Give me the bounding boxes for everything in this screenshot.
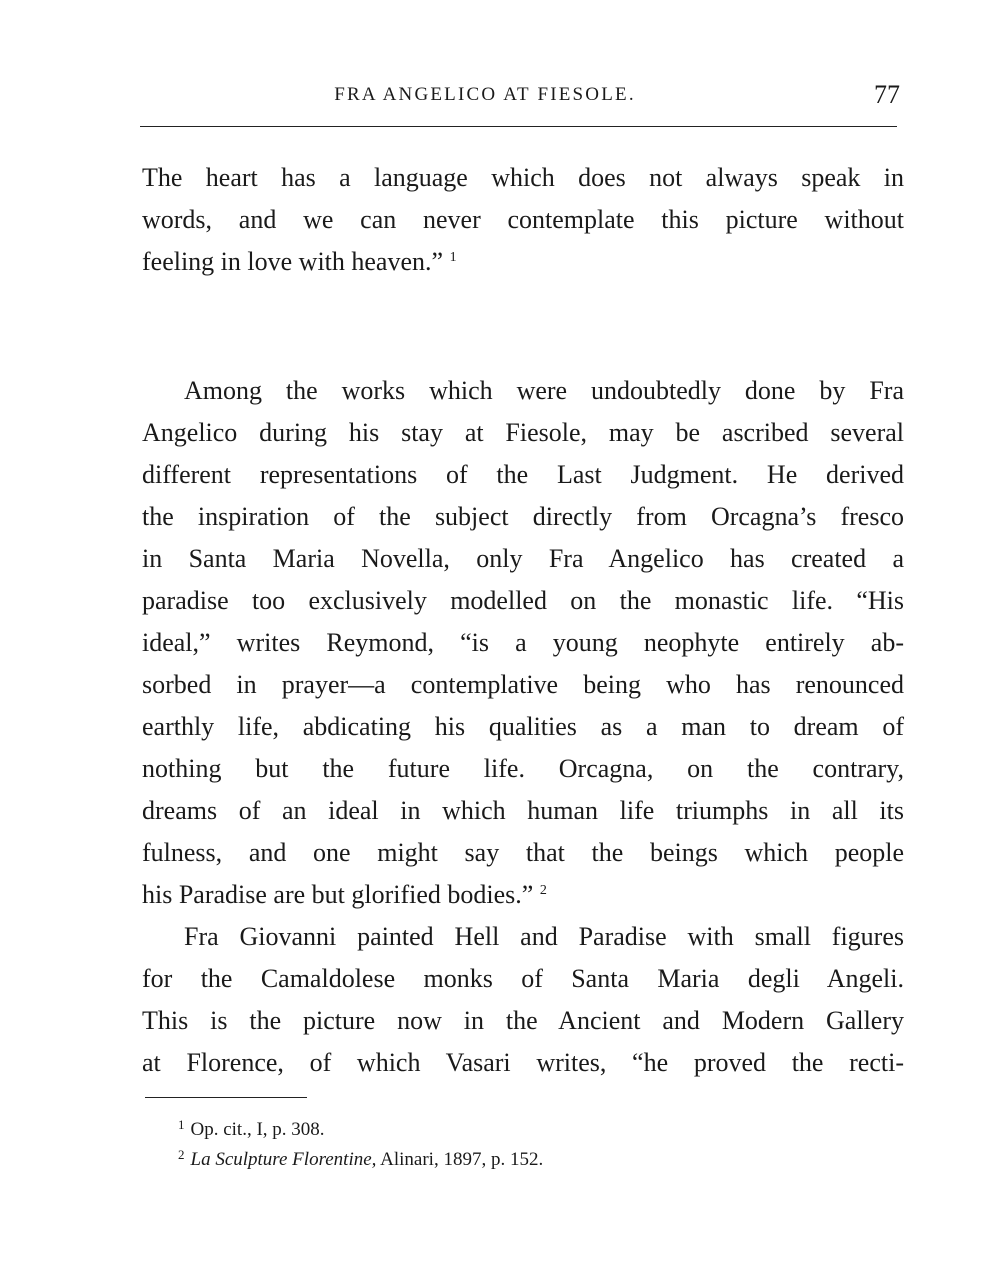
text-line: nothing but the future life. Orcagna, on the contrary,: [142, 754, 904, 783]
line-text: feeling in love with heaven.”: [142, 247, 444, 276]
paragraph: [142, 370, 904, 1084]
running-header: [140, 78, 900, 118]
footnote-ref: 1: [449, 250, 457, 265]
footnote-mark: 2: [178, 1147, 185, 1162]
footnote: [178, 1140, 543, 1170]
quotation-continuation: [142, 157, 904, 283]
text-line: The heart has a language which does not always speak in: [142, 163, 904, 192]
footnote-text: Op. cit., I, p. 308.: [190, 1119, 325, 1140]
text-line: words, and we can never contemplate this picture without: [142, 205, 904, 234]
text-line: in Santa Maria Novella, only Fra Angelico has created a: [142, 544, 904, 573]
text-line: This is the picture now in the Ancient and Modern Gallery: [142, 1006, 904, 1035]
text-line: dreams of an ideal in which human life triumphs in all its: [142, 796, 904, 825]
text-line: ideal,” writes Reymond, “is a young neophyte entirely ab-: [142, 628, 904, 657]
footnote-ref: 2: [539, 883, 547, 898]
footnote-title: La Sculpture Florentine,: [190, 1149, 377, 1170]
page-number: 77: [874, 80, 900, 109]
line-text: his Paradise are but glorified bodies.”: [142, 880, 534, 909]
text-line: at Florence, of which Vasari writes, “he proved the recti-: [142, 1048, 904, 1077]
text-line: Angelico during his stay at Fiesole, may be ascribed several: [142, 418, 904, 447]
footnote-mark: 1: [178, 1117, 185, 1132]
text-line: Among the works which were undoubtedly done by Fra: [184, 376, 904, 405]
text-line: [142, 874, 904, 916]
text-line: paradise too exclusively modelled on the monastic life. “His: [142, 586, 904, 615]
text-line: for the Camaldolese monks of Santa Maria degli Angeli.: [142, 964, 904, 993]
text-line: [142, 241, 904, 283]
text-line: different representations of the Last Judgment. He derived: [142, 460, 904, 489]
running-title: FRA ANGELICO AT FIESOLE.: [334, 84, 636, 105]
text-line: sorbed in prayer—a contemplative being who has renounced: [142, 670, 904, 699]
footnotes: [178, 1110, 543, 1170]
text-line: the inspiration of the subject directly from Orcagna’s fresco: [142, 502, 904, 531]
footnote-rule: [145, 1097, 307, 1098]
text-line: fulness, and one might say that the beings which people: [142, 838, 904, 867]
text-line: Fra Giovanni painted Hell and Paradise with small figures: [184, 922, 904, 951]
header-rule: [140, 126, 897, 127]
text-line: earthly life, abdicating his qualities as a man to dream of: [142, 712, 904, 741]
footnote-text: Alinari, 1897, p. 152.: [376, 1149, 544, 1170]
footnote: [178, 1110, 543, 1140]
